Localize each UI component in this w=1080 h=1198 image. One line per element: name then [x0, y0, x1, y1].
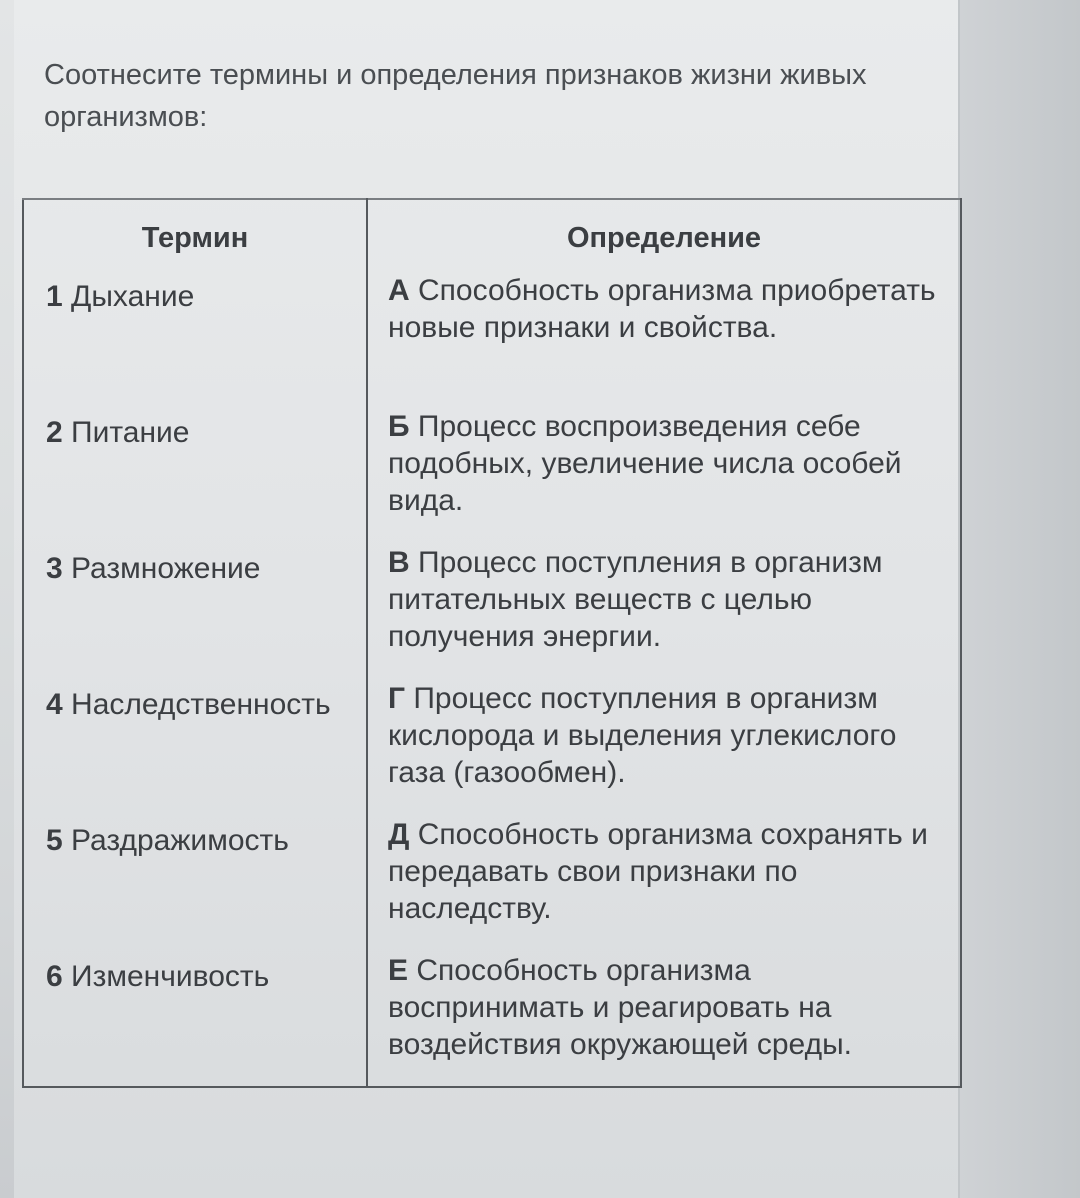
term-number: 4: [46, 688, 63, 721]
term-number: 3: [46, 552, 63, 585]
definition-text: Способность организма приобретать новые признаки и свойства.: [388, 274, 936, 344]
definition-cell: [367, 542, 961, 678]
definition-letter: В: [388, 546, 410, 579]
table-row: [23, 678, 961, 814]
matching-table: [22, 198, 962, 1088]
table-header-row: [23, 199, 961, 270]
table-row: [23, 814, 961, 950]
definition-letter: Е: [388, 954, 409, 987]
table-row: [23, 270, 961, 406]
term-number: 2: [46, 416, 63, 449]
definition-letter: Б: [388, 410, 410, 443]
definition-letter: Г: [388, 682, 406, 715]
header-definition: Определение: [367, 199, 961, 270]
term-label: Дыхание: [71, 280, 195, 313]
definition-text: Способность организма сохранять и передавать свои признаки по наследству.: [388, 818, 928, 925]
term-cell: [23, 950, 367, 1087]
definition-text: Способность организма воспринимать и реагировать на воздействия окружающей среды.: [388, 954, 852, 1061]
term-label: Размножение: [71, 552, 261, 585]
definition-letter: А: [388, 274, 410, 307]
definition-cell: [367, 678, 961, 814]
definition-cell: [367, 950, 961, 1087]
definition-cell: [367, 814, 961, 950]
definition-letter: Д: [388, 818, 410, 851]
table-row: [23, 950, 961, 1087]
term-label: Питание: [71, 416, 190, 449]
definition-cell: [367, 406, 961, 542]
definition-text: Процесс воспроизведения себе подобных, увеличение числа особей вида.: [388, 410, 902, 517]
term-cell: [23, 270, 367, 406]
term-cell: [23, 542, 367, 678]
term-number: 1: [46, 280, 63, 313]
header-term: Термин: [23, 199, 367, 270]
term-cell: [23, 678, 367, 814]
term-label: Наследственность: [71, 688, 331, 721]
term-label: Изменчивость: [71, 960, 270, 993]
definition-cell: [367, 270, 961, 406]
term-number: 6: [46, 960, 63, 993]
term-cell: [23, 406, 367, 542]
term-label: Раздражимость: [71, 824, 289, 857]
definition-text: Процесс поступления в организм кислорода и выделения углекислого газа (газообмен).: [388, 682, 897, 789]
question-text: Соотнесите термины и определения признаков жизни живых организмов:: [44, 59, 867, 133]
table-row: [23, 406, 961, 542]
definition-text: Процесс поступления в организм питательных веществ с целью получения энергии.: [388, 546, 883, 653]
screen-edge: [958, 0, 1080, 1198]
term-cell: [23, 814, 367, 950]
table-row: [23, 542, 961, 678]
term-number: 5: [46, 824, 63, 857]
